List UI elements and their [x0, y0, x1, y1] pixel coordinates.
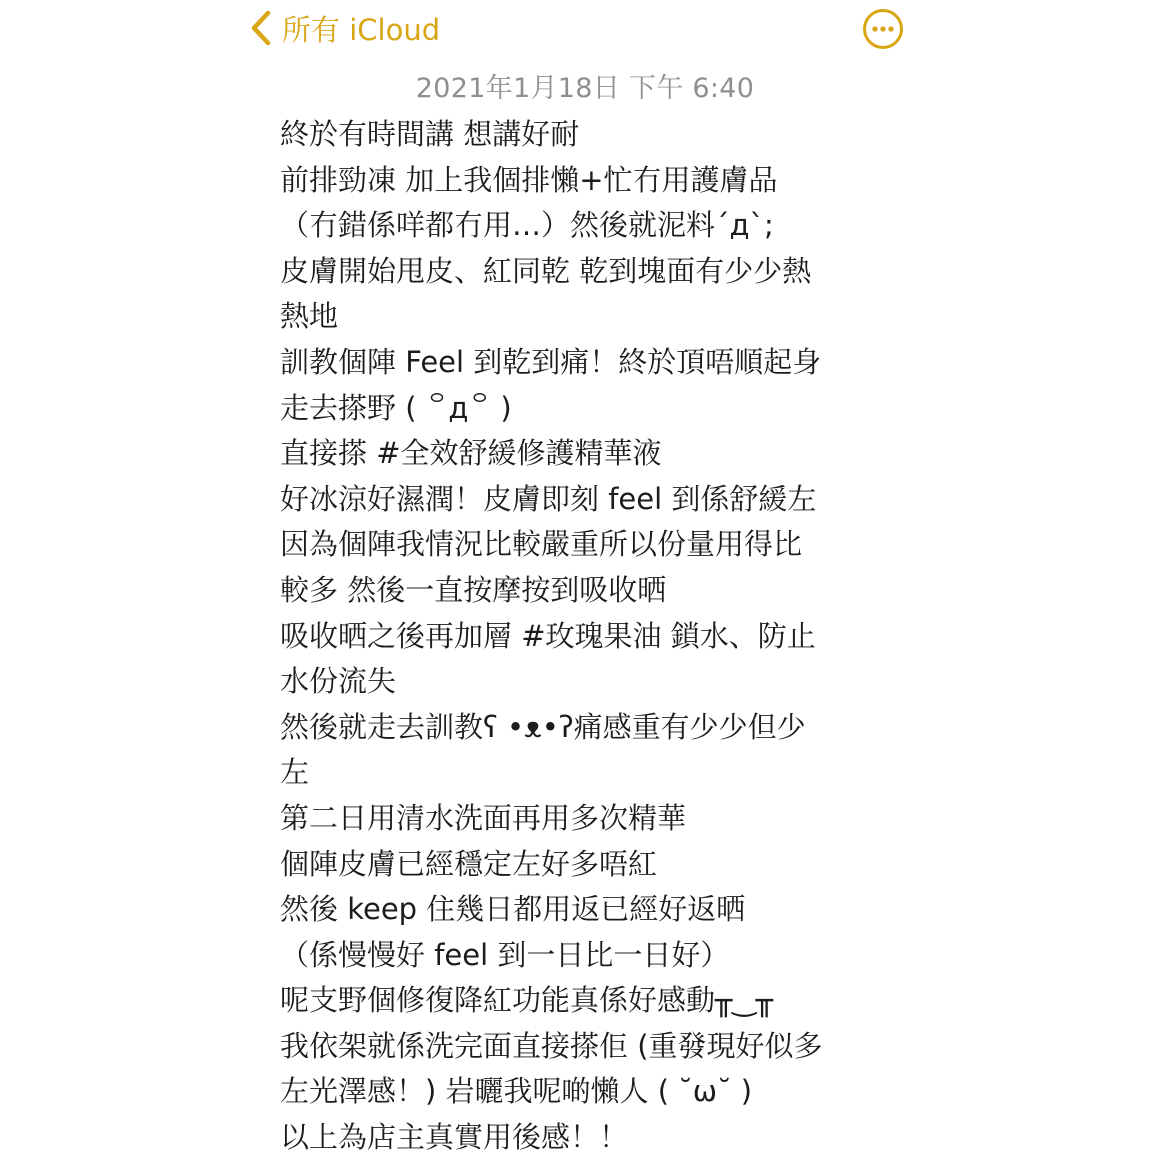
note-line: 直接搽 #全效舒緩修護精華液	[280, 436, 662, 471]
note-line: （係慢慢好 feel 到一日比一日好）	[280, 937, 730, 972]
note-line: 以上為店主真實用後感！！	[280, 1120, 629, 1155]
note-line: 皮膚開始甩皮、紅同乾 乾到塊面有少少熱	[280, 253, 812, 288]
note-line: 走去搽野 ( ꒪д꒪ )	[280, 390, 512, 425]
note-line: 左	[280, 755, 310, 790]
note-line: 然後 keep 住幾日都用返已經好返晒	[280, 892, 746, 927]
note-line: 熱地	[280, 299, 339, 334]
ellipsis-circle-icon	[862, 8, 904, 50]
note-line: （冇錯係咩都冇用…）然後就泥料´д`;	[280, 208, 774, 243]
note-line: 呢支野個修復降紅功能真係好感動╥‿╥	[280, 983, 774, 1018]
note-line: 我依架就係洗完面直接搽佢 (重發現好似多	[280, 1028, 823, 1063]
navigation-bar	[0, 0, 1170, 60]
note-line: 終於有時間講 想講好耐	[280, 117, 580, 151]
back-button[interactable]	[248, 6, 440, 50]
chevron-left-icon	[248, 9, 274, 47]
note-line: 然後就走去訓教ʕ •ᴥ•ʔ痛感重有少少但少	[280, 709, 806, 744]
note-line: 左光澤感！) 岩曬我呢啲懶人 ( ˘ω˘ )	[280, 1074, 753, 1109]
note-line: 較多 然後一直按摩按到吸收晒	[280, 572, 667, 607]
note-timestamp: 2021年1月18日 下午 6:40	[415, 73, 755, 104]
note-line: 前排勁凍 加上我個排懶+忙冇用護膚品	[280, 162, 778, 197]
back-label: 所有 iCloud	[282, 12, 441, 47]
note-body[interactable]	[280, 112, 890, 1161]
note-line: 吸收晒之後再加層 #玫瑰果油 鎖水、防止	[280, 618, 816, 653]
more-options-button[interactable]	[862, 8, 904, 50]
note-line: 個陣皮膚已經穩定左好多唔紅	[280, 846, 658, 881]
note-line: 訓教個陣 Feel 到乾到痛！終於頂唔順起身	[280, 344, 822, 379]
note-line: 水份流失	[280, 664, 397, 699]
note-line: 好冰涼好濕潤！皮膚即刻 feel 到係舒緩左	[280, 481, 817, 516]
note-line: 因為個陣我情況比較嚴重所以份量用得比	[280, 527, 803, 562]
note-line: 第二日用清水洗面再用多次精華	[280, 800, 687, 835]
